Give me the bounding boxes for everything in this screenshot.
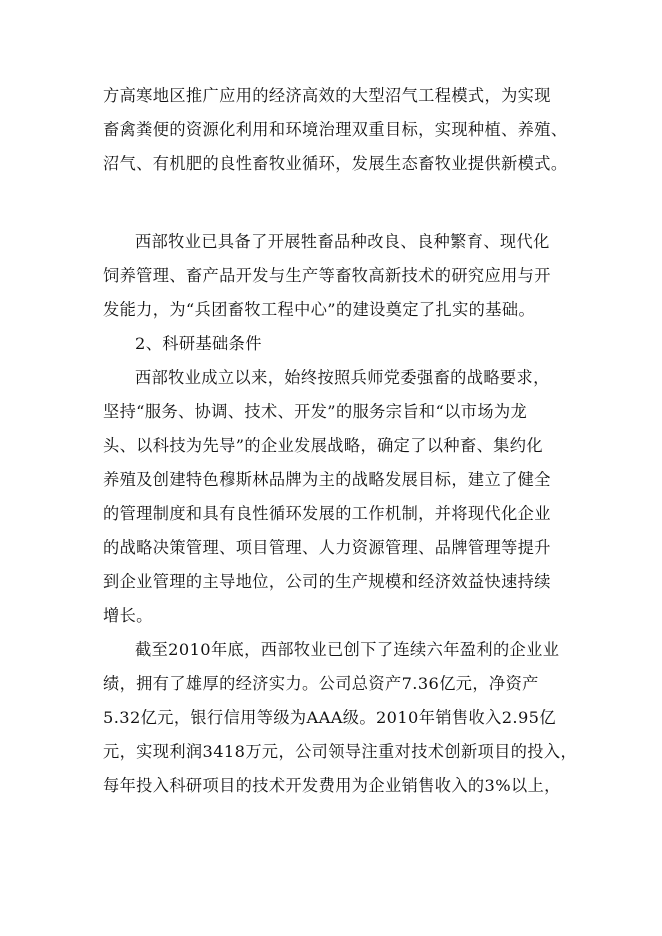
paragraph-3-line-3: 头、以科技为先导”的企业发展战略，确定了以种畜、集约化 xyxy=(103,436,543,455)
paragraph-3-line-2: 坚持“服务、协调、技术、开发”的服务宗旨和“以市场为龙 xyxy=(103,402,528,421)
paragraph-2-line-2: 饲养管理、畜产品开发与生产等畜牧高新技术的研究应用与开 xyxy=(103,266,551,285)
paragraph-4-line-2: 绩，拥有了雄厚的经济实力。公司总资产7.36亿元，净资产 xyxy=(103,674,539,693)
section-heading: 2、科研基础条件 xyxy=(135,334,262,353)
paragraph-2-line-1: 西部牧业已具备了开展牲畜品种改良、良种繁育、现代化 xyxy=(135,232,550,251)
paragraph-4-line-3: 5.32亿元，银行信用等级为AAA级。2010年销售收入2.95亿 xyxy=(103,708,556,727)
paragraph-4-line-1: 截至2010年底，西部牧业已创下了连续六年盈利的企业业 xyxy=(135,640,560,659)
paragraph-3-line-4: 养殖及创建特色穆斯林品牌为主的战略发展目标，建立了健全 xyxy=(103,470,551,489)
paragraph-4-line-5: 每年投入科研项目的技术开发费用为企业销售收入的3%以上， xyxy=(103,776,561,795)
paragraph-3-line-8: 增长。 xyxy=(103,606,153,625)
paragraph-1-line-1: 方高寒地区推广应用的经济高效的大型沼气工程模式，为实现 xyxy=(103,86,551,105)
paragraph-3-line-7: 到企业管理的主导地位，公司的生产规模和经济效益快速持续 xyxy=(103,572,551,591)
paragraph-2-line-3: 发能力，为“兵团畜牧工程中心”的建设奠定了扎实的基础。 xyxy=(103,300,536,319)
paragraph-4-line-4: 元，实现利润3418万元，公司领导注重对技术创新项目的投入， xyxy=(103,742,578,761)
paragraph-3-line-1: 西部牧业成立以来，始终按照兵师党委强畜的战略要求， xyxy=(135,368,550,387)
paragraph-3-line-5: 的管理制度和具有良性循环发展的工作机制，并将现代化企业 xyxy=(103,504,551,523)
paragraph-1-line-2: 畜禽粪便的资源化利用和环境治理双重目标，实现种植、养殖、 xyxy=(103,120,568,139)
paragraph-3-line-6: 的战略决策管理、项目管理、人力资源管理、品牌管理等提升 xyxy=(103,538,551,557)
paragraph-1-line-3: 沼气、有机肥的良性畜牧业循环，发展生态畜牧业提供新模式。 xyxy=(103,154,568,173)
